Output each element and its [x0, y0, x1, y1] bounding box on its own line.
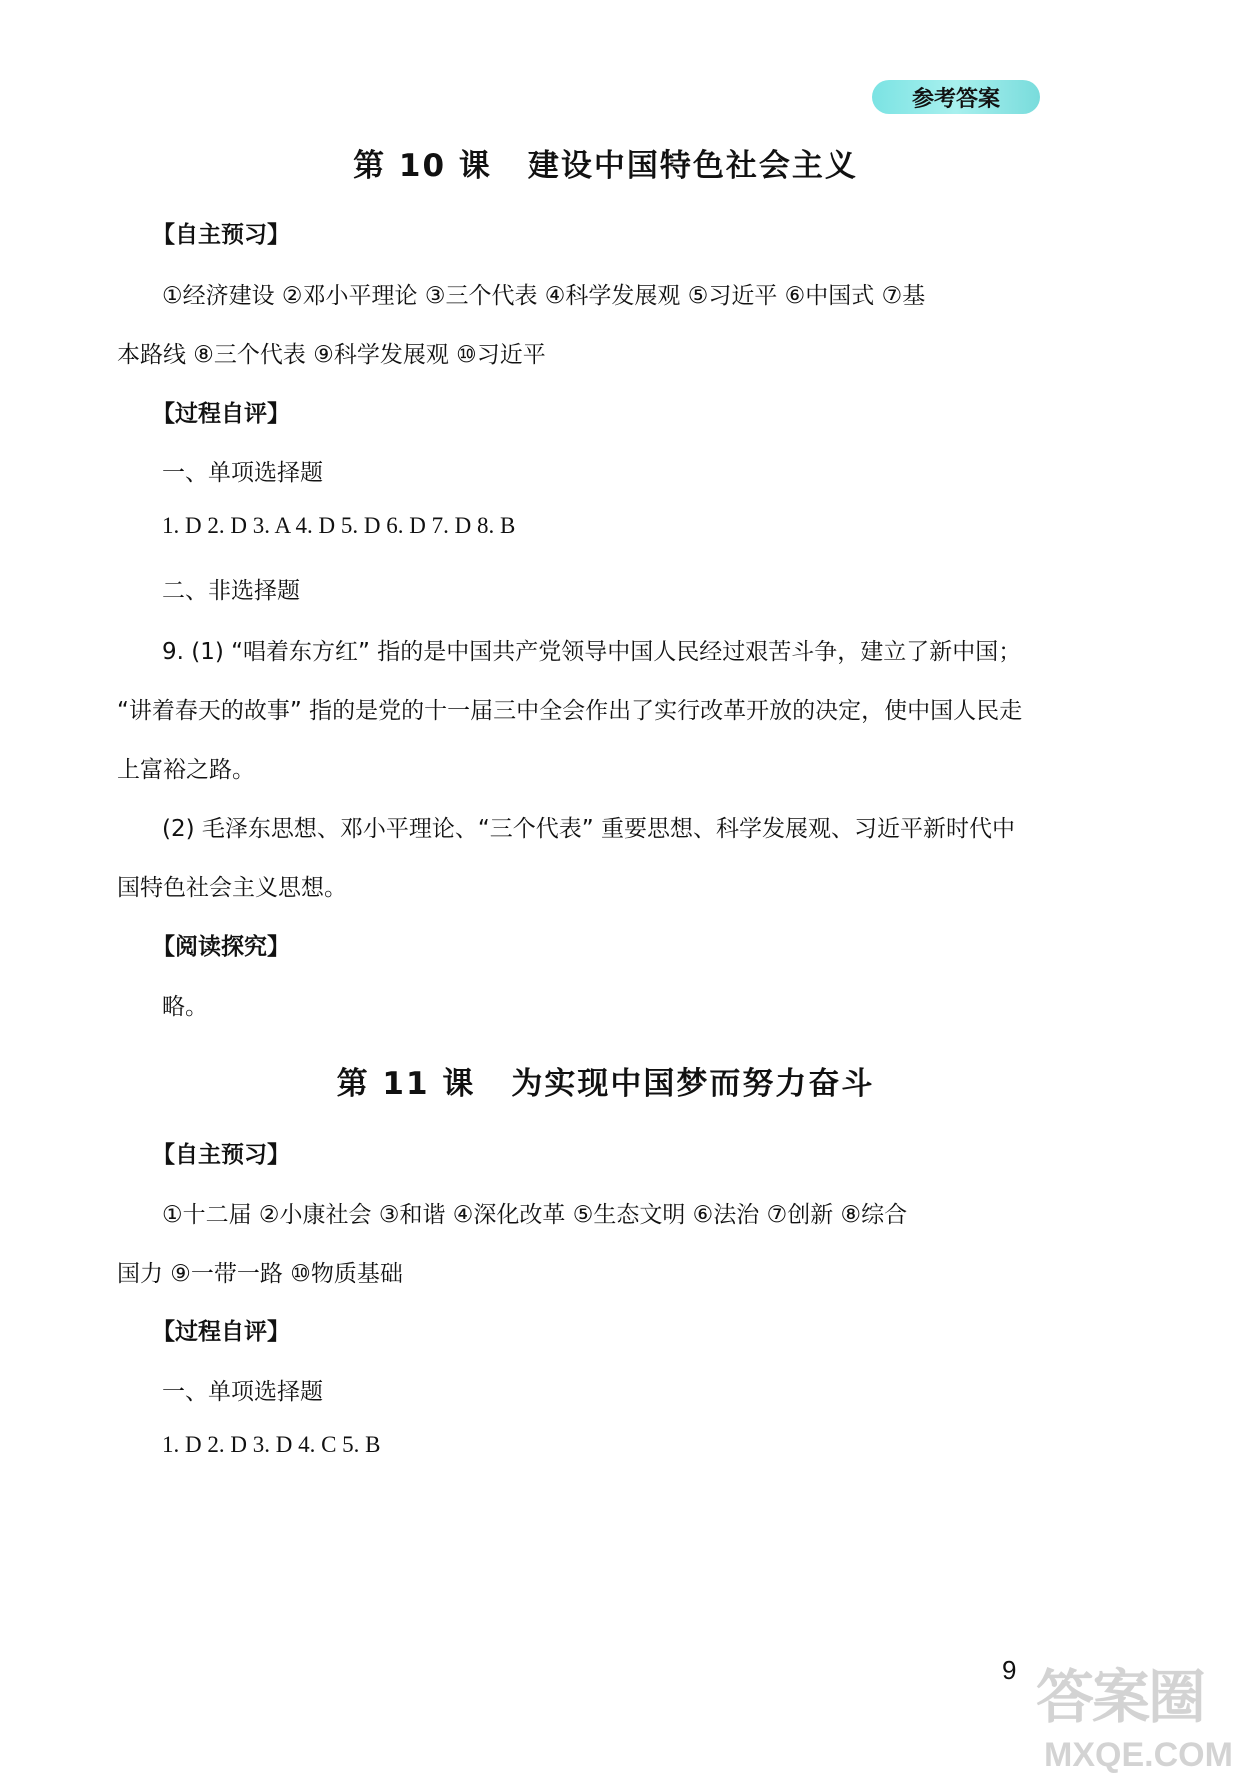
watermark-logo-text: 答案圈	[1036, 1665, 1205, 1730]
lesson-10-preview-line-1: ①经济建设 ②邓小平理论 ③三个代表 ④科学发展观 ⑤习近平 ⑥中国式 ⑦基	[162, 283, 926, 309]
lesson-11-single-choice-heading: 一、单项选择题	[162, 1379, 323, 1405]
lesson-10-preview-line-2: 本路线 ⑧三个代表 ⑨科学发展观 ⑩习近平	[117, 342, 546, 368]
lesson-10-q9-line-5: 国特色社会主义思想。	[117, 875, 347, 901]
lesson-10-reading-heading: 【阅读探究】	[152, 934, 290, 960]
lesson-10-q9-line-3: 上富裕之路。	[117, 757, 255, 783]
lesson-11-preview-line-1: ①十二届 ②小康社会 ③和谐 ④深化改革 ⑤生态文明 ⑥法治 ⑦创新 ⑧综合	[162, 1202, 908, 1228]
lesson-10-q9-line-1: 9. (1) “唱着东方红” 指的是中国共产党领导中国人民经过艰苦斗争，建立了新中国；	[162, 639, 1022, 665]
lesson-11-name: 为实现中国梦而努力奋斗	[511, 1066, 875, 1102]
lesson-10-number: 第 10 课	[353, 148, 492, 184]
lesson-11-preview-heading: 【自主预习】	[152, 1142, 290, 1168]
lesson-10-preview-heading: 【自主预习】	[152, 222, 290, 248]
lesson-11-title	[0, 1058, 1211, 1103]
lesson-11-single-choice-answers: 1. D 2. D 3. D 4. C 5. B	[162, 1432, 381, 1457]
lesson-10-q9-line-2: “讲着春天的故事” 指的是党的十一届三中全会作出了实行改革开放的决定，使中国人民走	[117, 698, 1023, 724]
page-number: 9	[1002, 1655, 1017, 1685]
lesson-11-preview-line-2: 国力 ⑨一带一路 ⑩物质基础	[117, 1261, 403, 1287]
lesson-10-eval-heading: 【过程自评】	[152, 401, 290, 427]
lesson-10-single-choice-heading: 一、单项选择题	[162, 460, 323, 486]
watermark-url: MXQE.COM	[1044, 1736, 1233, 1774]
lesson-10-single-choice-answers: 1. D 2. D 3. A 4. D 5. D 6. D 7. D 8. B	[162, 513, 516, 538]
watermark	[1036, 1650, 1233, 1790]
lesson-10-reading-answer: 略。	[162, 994, 208, 1020]
lesson-10-title	[0, 140, 1211, 185]
lesson-10-name: 建设中国特色社会主义	[527, 148, 858, 184]
lesson-11-number: 第 11 课	[336, 1066, 476, 1102]
lesson-11-eval-heading: 【过程自评】	[152, 1319, 290, 1345]
answer-key-badge: 参考答案	[872, 80, 1040, 114]
lesson-10-non-choice-heading: 二、非选择题	[162, 578, 300, 604]
lesson-10-q9-line-4: (2) 毛泽东思想、邓小平理论、“三个代表” 重要思想、科学发展观、习近平新时代中	[162, 816, 1016, 842]
